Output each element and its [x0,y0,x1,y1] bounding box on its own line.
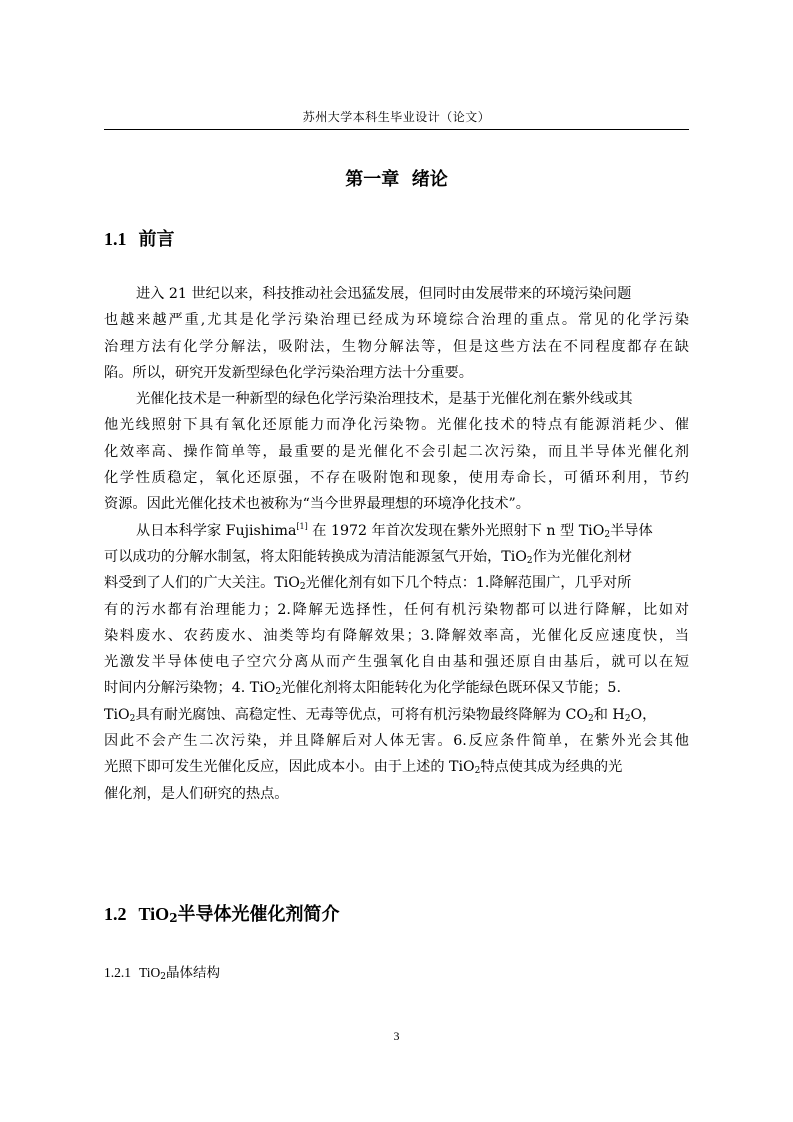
text-line: 催化剂，是人们研究的热点。 [104,785,289,802]
text-line: 陷。所以，研究开发新型绿色化学污染治理方法十分重要。 [104,364,473,381]
text-line: 光催化技术是一种新型的绿色化学污染治理技术，是基于光催化剂在紫外线或其 [136,391,633,408]
section-heading-1-2: 1.2 TiO$_2$半导体光催化剂简介 [104,904,340,925]
body-text [104,281,689,807]
section-heading-1-1 [104,225,175,251]
section-number: 1.1 [104,229,127,249]
text-line: 有的污水都有治理能力；2.降解无选择性，任何有机污染物都可以进行降解，比如对 [104,601,689,618]
section-title: 前言 [138,229,175,250]
header-rule [104,129,689,130]
subsection-heading-1-2-1: 1.2.1 TiO$_2$晶体结构 [104,965,221,982]
subsection-number: 1.2.1 [104,965,131,980]
section-number: 1.2 [104,904,127,924]
text-line: 资源。因此光催化技术也被称为“当今世界最理想的环境净化技术”。 [104,496,530,513]
text-line: 他光线照射下具有氧化还原能力而净化污染物。光催化技术的特点有能源消耗少、催 [104,417,689,434]
text-line: 可以成功的分解水制氢，将太阳能转换成为清洁能源氢气开始，TiO$_2$作为光催化剂材 [104,548,632,566]
page-number: 3 [393,1029,400,1043]
text-line: 化效率高、操作简单等，最重要的是光催化不会引起二次污染，而且半导体光催化剂 [104,443,689,460]
text-line: 光激发半导体使电子空穴分离从而产生强氧化自由基和强还原自由基后，就可以在短 [104,654,689,671]
text-line: 光照下即可发生光催化反应，因此成本小。由于上述的 TiO$_2$特点使其成为经典的光 [104,759,623,777]
text-line: 料受到了人们的广大关注。TiO$_2$光催化剂有如下几个特点：1.降解范围广，几乎对所 [104,575,632,593]
text-line: 也越来越严重,尤其是化学污染治理已经成为环境综合治理的重点。常见的化学污染 [104,312,689,329]
text-line: 从日本科学家 Fujishima[1] 在 1972 年首次发现在紫外光照射下 n 型 TiO$_2$半导体 [136,521,653,540]
text-line: 进入 21 世纪以来，科技推动社会迅猛发展，但同时由发展带来的环境污染问题 [136,286,632,302]
text-line: 染料废水、农药废水、油类等均有降解效果；3.降解效率高，光催化反应速度快，当 [104,627,689,644]
paragraph-3 [104,518,689,807]
text-line: TiO$_2$具有耐光腐蚀、高稳定性、无毒等优点，可将有机污染物最终降解为 $CO_2$和 $H_2O$， [104,706,657,724]
paragraph-1 [104,281,689,386]
citation-ref[interactable]: [1] [296,521,308,531]
text-line: 因此不会产生二次污染，并且降解后对人体无害。6.反应条件简单，在紫外光会其他 [104,733,689,750]
running-header: 苏州大学本科生毕业设计（论文） [302,110,491,124]
text-line: 治理方法有化学分解法，吸附法，生物分解法等，但是这些方法在不同程度都存在缺 [104,338,689,355]
chapter-title: 第一章 绪论 [345,169,448,190]
paragraph-2 [104,386,689,517]
text-line: 化学性质稳定，氧化还原强，不存在吸附饱和现象，使用寿命长，可循环利用，节约 [104,470,689,487]
text-line: 时间内分解污染物；4. TiO$_2$光催化剂将太阳能转化为化学能绿色既环保又节能；5. [104,680,621,698]
